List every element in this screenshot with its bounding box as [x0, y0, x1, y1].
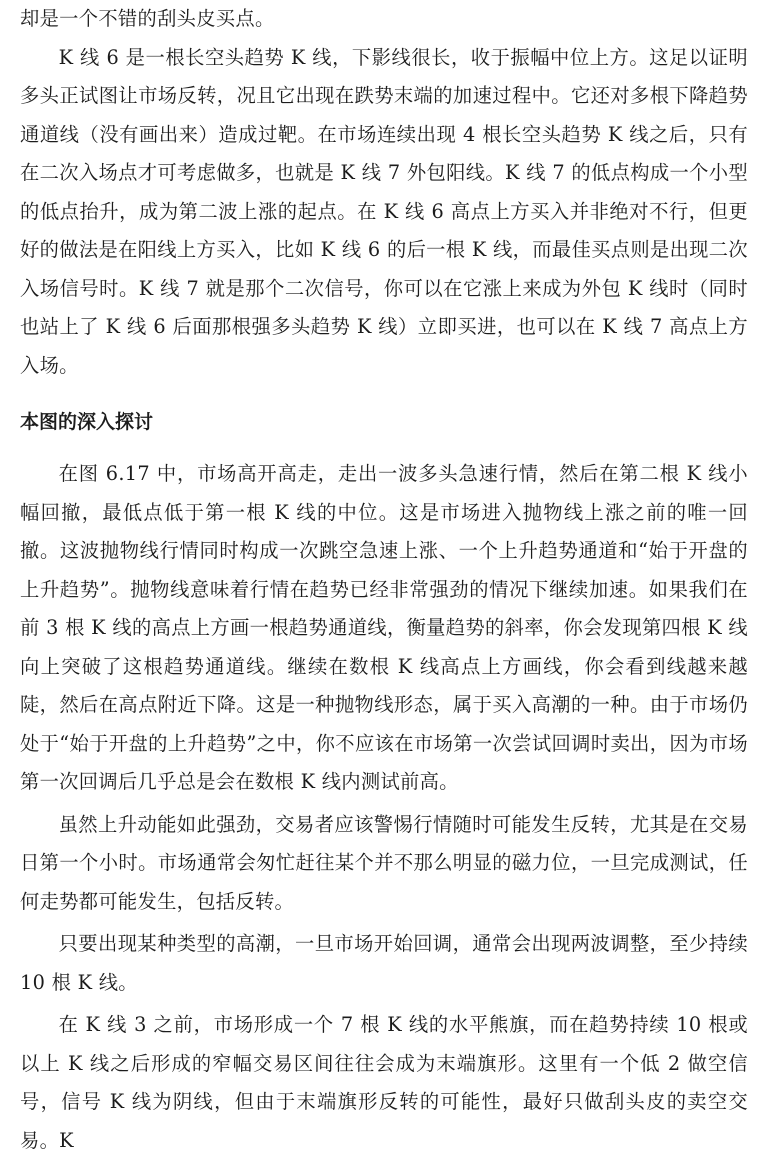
- continuation-paragraph: 却是一个不错的刮头皮买点。: [20, 7, 275, 30]
- body-paragraph: 只要出现某种类型的高潮，一旦市场开始回调，通常会出现两波调整，至少持续 10 根 K 线。: [20, 932, 748, 994]
- body-paragraph: 在 K 线 3 之前，市场形成一个 7 根 K 线的水平熊旗，而在趋势持续 10 根或以上 K 线之后形成的窄幅交易区间往往会成为末端旗形。这里有一个低 2 做空信号，信号 K 线为阴线，但由于末端旗形反转的可能性，最好只做刮头皮的卖空交易。K: [20, 1013, 748, 1152]
- document-page: [20, 0, 748, 1152]
- body-paragraph: 在图 6.17 中，市场高开高走，走出一波多头急速行情，然后在第二根 K 线小幅回撤，最低点低于第一根 K 线的中位。这是市场进入抛物线上涨之前的唯一回撤。这波抛物线行情同时构成一次跳空急速上涨、一个上升趋势通道和“始于开盘的上升趋势”。抛物线意味着行情在趋势已经非常强劲的情况下继续加速。如果我们在前 3 根 K 线的高点上方画一根趋势通道线，衡量趋势的斜率，你会发现第四根 K 线向上突破了这根趋势通道线。继续在数根 K 线高点上方画线，你会看到线越来越陡，然后在高点附近下降。这是一种抛物线形态，属于买入高潮的一种。由于市场仍处于“始于开盘的上升趋势”之中，你不应该在市场第一次尝试回调时卖出，因为市场第一次回调后几乎总是会在数根 K 线内测试前高。: [20, 462, 748, 793]
- body-paragraph: K 线 6 是一根长空头趋势 K 线，下影线很长，收于振幅中位上方。这足以证明多头正试图让市场反转，况且它出现在跌势末端的加速过程中。它还对多根下降趋势通道线（没有画出来）造成过靶。在市场连续出现 4 根长空头趋势 K 线之后，只有在二次入场点才可考虑做多，也就是 K 线 7 外包阳线。K 线 7 的低点构成一个小型的低点抬升，成为第二波上涨的起点。在 K 线 6 高点上方买入并非绝对不行，但更好的做法是在阳线上方买入，比如 K 线 6 的后一根 K 线，而最佳买点则是出现二次入场信号时。K 线 7 就是那个二次信号，你可以在它涨上来成为外包 K 线时（同时也站上了 K 线 6 后面那根强多头趋势 K 线）立即买进，也可以在 K 线 7 高点上方入场。: [20, 45, 748, 377]
- body-paragraph: 虽然上升动能如此强劲，交易者应该警惕行情随时可能发生反转，尤其是在交易日第一个小时。市场通常会匆忙赶往某个并不那么明显的磁力位，一旦完成测试，任何走势都可能发生，包括反转。: [20, 812, 748, 913]
- section-heading: 本图的深入探讨: [20, 411, 154, 433]
